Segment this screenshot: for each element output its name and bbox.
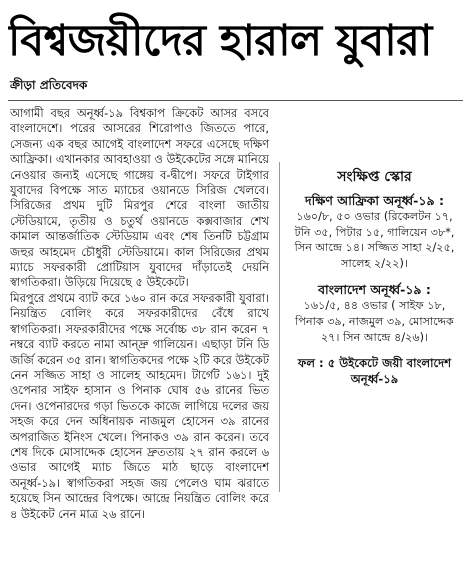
cropped-top-text — [14, 0, 454, 2]
byline-divider — [8, 100, 463, 101]
match-result: ফল : ৫ উইকেটে জয়ী বাংলাদেশ অনূর্ধ্ব-১৯ — [297, 356, 452, 387]
article-paragraph: মিরপুরে প্রথমে ব্যাট করে ১৬০ রান করে সফরকারী যুবারা। নিয়ন্ত্রিত বোলিং করে সফরকারীদের বেঁধে রাখে স্বাগতিকরা। সফরকারীদের পক্ষে সর্বোচ্চ ৩৮ রান করেন ৭ নম্বরে ব্যাট করতে নামা আন্দ্রু গালিয়েন। এছাড়া টনি ডি জর্জি করেন ৩৫ রান। স্বাগতিকদের পক্ষে ২টি করে উইকেট নেন সজ্জিত সাহা ও সালেহ আহমেদ। টার্গেট ১৬১। দুই ওপেনার সাইফ হাসান ও পিনাক ঘোষ ৫৬ রানের ভিত দেন। ওপেনারদের গড়া ভিতকে কাজে লাগিয়ে দলের জয় সহজ করে দেন অধিনায়ক নাজমুল হোসেন ৩৯ রানের অপরাজিত ইনিংস খেলে। পিনাকও ৩৯ রান করেন। তবে শেষ দিকে মোসাদ্দেক হোসেন দ্রুততায় ২৭ রান করলে ৬ ওভার আগেই ম্যাচ জিতে মাঠ ছাড়ে বাংলাদেশ অনূর্ধ্ব-১৯। স্বাগতিকরা সহজ জয় পেলেও ঘাম ঝরাতে হয়েছে সিন আন্দ্রের বিপক্ষে। আন্দ্রে নিয়ন্ত্রিত বোলিং করে ৪ উইকেট নেন মাত্র ২৬ রানে। — [10, 290, 269, 521]
article-body — [10, 106, 465, 568]
scorecard-title: সংক্ষিপ্ত স্কোর — [337, 169, 412, 185]
innings-detail-bangladesh: ১৬১/৫, ৪৪ ওভার ( সাইফ ১৮, পিনাক ৩৯, নাজমুল ৩৯, মোসাদ্দেক ২৭। সিন আন্দ্রে ৪/২৬)। — [295, 299, 454, 344]
scorecard-box — [279, 162, 465, 492]
innings-team-south-africa: দক্ষিণ আফ্রিকা অনূর্ধ্ব-১৯ : — [305, 193, 444, 208]
headline: বিশ্বজয়ীদের হারাল যুবারা — [8, 16, 432, 66]
byline: ক্রীড়া প্রতিবেদক — [10, 78, 88, 92]
innings-detail-south-africa: ১৬০/৮, ৫০ ওভার (রিকেলটন ১৭, টনি ৩৫, পিটার ১৫, গালিয়েন ৩৮*, সিন আন্দ্রে ১৪। সজ্জিত সাহা ২/২৫, সালেহ ২/২২)। — [294, 210, 455, 270]
article-paragraph: আগামী বছর অনূর্ধ্ব-১৯ বিশ্বকাপ ক্রিকেট আসর বসবে বাংলাদেশে। পরের আসরের শিরোপাও জিততে পারে, সেজন্য এক বছর আগেই বাংলাদেশ সফরে এসেছে দক্ষিণ আফ্রিকা। এখানকার আবহাওয়া ও উইকেটের সঙ্গে মানিয়ে নেওয়ার জন্যই এসেছে গাঙ্গেয় ব-দ্বীপে। সফরে টাইগার যুবাদের বিপক্ষে সাত ম্যাচের ওয়ানডে সিরিজ খেলবে। সিরিজের প্রথম দুটি মিরপুর শেরে বাংলা জাতীয় স্টেডিয়ামে, তৃতীয় ও চতুর্থ ওয়ানডে কক্সবাজার শেখ কামাল আন্তর্জাতিক স্টেডিয়াম এবং শেষ তিনটি চট্টগ্রাম জহুর আহমেদ চৌধুরী স্টেডিয়ামে। কাল সিরিজের প্রথম ম্যাচে সফরকারী প্রোটিয়াস যুবাদের দাঁড়াতেই দেয়নি স্বাগতিকরা। উড়িয়ে দিয়েছে ৫ উইকেটে। — [10, 106, 269, 290]
innings-team-bangladesh: বাংলাদেশ অনূর্ধ্ব-১৯ : — [318, 282, 431, 298]
